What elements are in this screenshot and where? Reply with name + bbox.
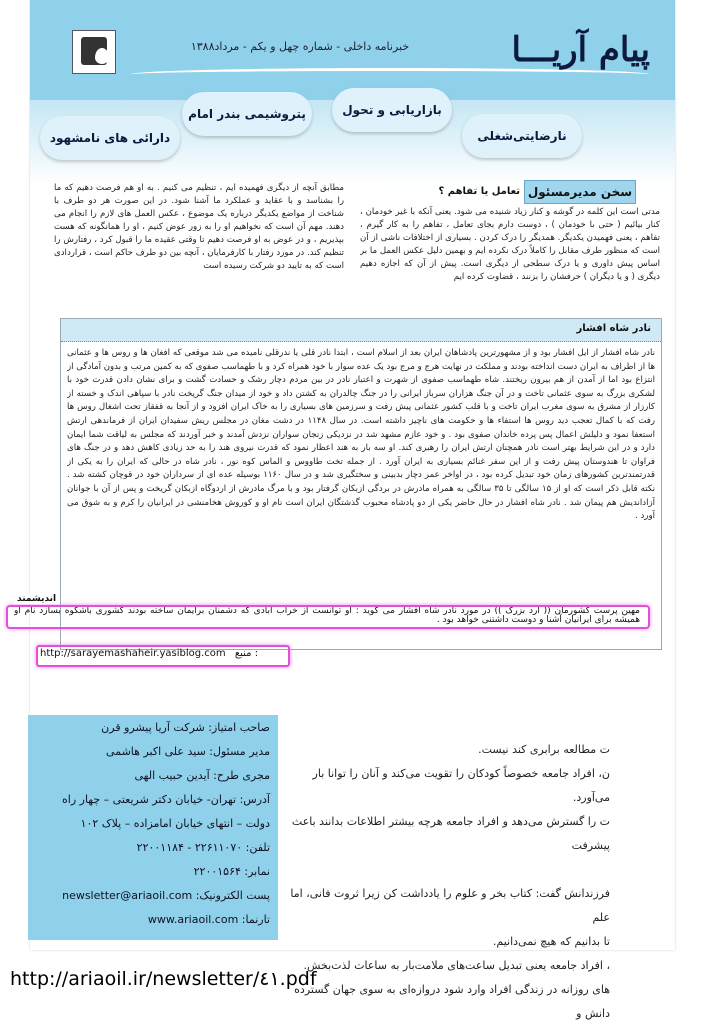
footer-url[interactable]: http://ariaoil.ir/newsletter/٤١.pdf: [10, 968, 317, 990]
issue-subtitle: خبرنامه داخلی - شماره چهل و یکم - مرداد۱۳۸۸: [190, 40, 410, 53]
text-line: های روزانه در زندگی افراد وارد شود دروازه‌ای به سوی جهان گسترده دانش و: [294, 983, 610, 1020]
text-line: ت را گسترش می‌دهد و افراد جامعه هرچه بیشتر اطلاعات بدانند باعث پیشرفت: [291, 815, 610, 852]
newsletter-title: پیام آریـــا: [511, 30, 650, 70]
text-line: فرزندانش گفت: کتاب بخر و علوم را یادداشت کن زیرا ثروت فانی، اما علم: [290, 887, 610, 924]
info-phone: تلفن: ۲۲۶۱۱۰۷۰ - ۲۲۰۰۱۱۸۴: [136, 841, 270, 854]
editor-heading: تعامل یا تفاهم ؟: [438, 186, 520, 197]
article-header-bar: [61, 319, 661, 342]
text-line: ، افراد جامعه یعنی تبدیل ساعت‌های ملامت‌بار به ساعات لذت‌بخش.: [303, 959, 610, 972]
text-line: ن، افراد جامعه خصوصاً کودکان را تقویت می‌کند و آنان را توانا بار می‌آورد.: [312, 767, 610, 804]
info-fax: نمابر: ۲۲۰۰۱۵۶۴: [193, 865, 270, 878]
pill-job-dissatisfaction[interactable]: نارضایتی‌شغلی: [462, 114, 582, 158]
highlight-quote-text: مهین پرست کشورمان (( ارد بزرگ )) در مورد نادر شاه افشار می گوید : او توانست از خراب آبادی که دشمنان برایمان ساخته بودند کشوری باشکوه بسازد نام او همیشه برای ایرانیان آشنا و دوست داشتنی خواهد بود .: [14, 607, 640, 625]
oil-drop-icon: [81, 37, 107, 65]
source-label: منبع :: [234, 648, 259, 659]
info-publisher: صاحب امتیاز: شرکت آریا پیشرو قرن: [101, 721, 270, 734]
pill-marketing[interactable]: بازاریابی و تحول: [332, 88, 452, 132]
source-line: [40, 648, 286, 659]
text-line: ت مطالعه برابری کند نیست.: [478, 743, 610, 756]
info-address-2: دولت – انتهای خیابان امامزاده – پلاک ۱۰۲: [80, 817, 270, 830]
info-email[interactable]: پست الکترونیک: newsletter@ariaoil.com: [62, 889, 270, 902]
logo: [72, 30, 116, 74]
highlight-tag: اندیشمند: [14, 594, 59, 604]
info-website[interactable]: تارنما: www.ariaoil.com: [147, 913, 270, 926]
info-producer: مجری طرح: آیدین حبیب الهی: [134, 769, 270, 782]
info-manager: مدیر مسئول: سید علی اکبر هاشمی: [106, 745, 270, 758]
article-box: [60, 318, 662, 650]
editor-column-left: مطابق آنچه از دیگری فهمیده ایم ، تنظیم می کنیم . به او هم فرصت دهیم که ما را بشناسد و با عقاید و عملکرد ما آشنا شود. در این صورت هر دو طرف با شناخت از مواضع یکدیگر درباره یک موضوع ، عکس العمل های لازم را انجام می دهند. مهم آن است که نخواهیم او را به زور عوض کنیم ، او را همانگونه که هست بپذیریم ، و در عوض به او فرصت دهیم تا وقتی عقیده ما را قبول کرد ، رفتارش را تنظیم کند. در مورد رفتار با کارفرمایان ، آنچه بین دو طرف حاکم است ، قراردادی است که به تایید دو شرکت رسیده است: [54, 183, 344, 271]
text-line: تا بدانیم که هیچ نمی‌دانیم.: [492, 935, 610, 948]
source-url[interactable]: http://sarayemashaheir.yasiblog.com: [40, 648, 226, 659]
lower-right-text: [290, 738, 610, 1026]
editor-column-right: مدتی است این کلمه در گوشه و کنار زیاد شنیده می شود. یعنی آنکه با غیر خودمان ، کنار بیائیم ( حتی با خودمان ) ، دوست دارم بجای تعامل ، تفاهم را به کار گیرم ، تفاهم ، یعنی فهمیدن یکدیگر. همدیگر را درک کردن . بسیاری از اختلافات ناشی از آن است که منظور طرف مقابل را کاملاً درک نکرده ایم و بهمین دلیل عکس العمل ما بر اساس پیش داوری و یا درک سطحی از دیگری است. پیش از آن که اجازه دهیم دیگری ( و یا دیگران ) حرفشان را بزنند ، قضاوت کرده ایم: [360, 207, 660, 282]
editor-section-tab: سخن مدیرمسئول: [524, 180, 636, 204]
pill-petrochemical[interactable]: پتروشیمی بندر امام: [182, 92, 312, 136]
pill-intangible-assets[interactable]: دارائی های نامشهود: [40, 116, 180, 160]
info-address-1: آدرس: تهران- خیابان دکتر شریعتی – چهار راه: [62, 793, 270, 806]
article-title: نادر شاه افشار: [576, 323, 651, 334]
article-body: نادر شاه افشار از ایل افشار بود و از مشهورترین پادشاهان ایران بعد از اسلام است ، ابتدا نادر قلی یا ندرقلی نامیده می شد موقعی که افغان ها و روس ها و عثمانی ها از اطراف به ایران دست انداخته بودند و مملکت در نهایت هرج و مرج بود یک عده سوار با خود همراه کرد و با طهماسب صفوی که به کمین مرتب و بدون آمادگی از انتزاع بود اما از آمدن از هم بیرون ریختند. شاه طهماسب صفوی از شهرت و اعتبار نادر در بین مردم دچار رشک و حسادت گشت و برای نشان دادن قدرت خود با لشکری بزرگ به سوی عثمانی تاخت و در آن جنگ هزاران سرباز ایرانی را در جنگ چالدران به کشتن داد و خود از میدان جنگ گریخت نادر با سپاهی اندک و خسته از کارزار از مشرق به سوی مغرب ایران تاخت و با قلب کشور عثمانی پیش رفت و سرزمین های بسیاری را به خاک ایران افزود و از آنجا به قفقاز تحت اشغال روس ها رفت که با کمال تعجب دید روس ها استفاء ها و حکومت های ناچیز داشته است. در سال ۱۱۴۸ در دشت مغان در مجلس ریش سفیدان ایران از فرماندهی ارتش استعفا نمود و دلیلش اعمال پس پرده خاندان صفوی بود . و خود عازم مشهد شد در نزدیکی زنجان سواران نزدش آمدند و خبر آوردند که مجلس به لیاقت شما ایمان دارد و در این شرایط بهتر است نادر همچنان ارتش ایران را رهبری کند. او سه بار به هند اعظار نمود که قدرت نیروی هند را به حد زیادی کاهش دهد و در جنگ های فراوان تا هندوستان پیش رفت و از این سفر غنائم بسیاری به ایران آورد . از جمله تخت طاووس و الماس کوه نور ، نادر شاه در حالی که ایران را به یکی از قدرتمندترین کشورهای زمان خود تبدیل کرده بود ، در اواخر عمر دچار بدبینی و سختگیری شد و در سال ۱۱۶۰ بوسیله عده ای از سرداران خود در قوچان کشته شد . نکته قابل ذکر است که او از ۱۵ سالگی تا ۳۵ سالگی به همراه مادرش در بردگی ازبکان گرفتار بود و با مرگ مادرش از اردوگاه ازبکان گریخت و پس از آن با جوانان آزاداندیش هم پیمان شد . نادر شاه افشار در حال حاضر یکی از دو پادشاه محبوب گذشتگان ایران است نام او و کوروش هخامنشی در ایرانیان را کرم و به شوق می آورد .: [67, 348, 655, 522]
info-box: [28, 715, 278, 940]
